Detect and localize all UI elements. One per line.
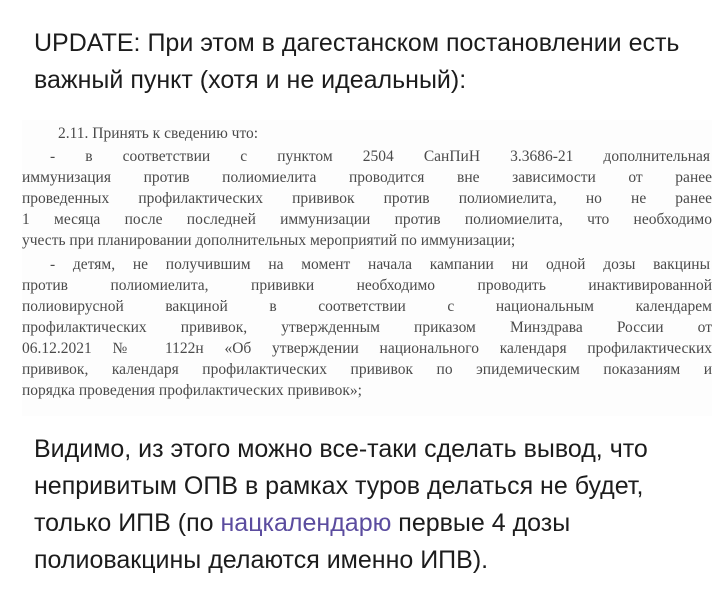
document-line: полиовирусной вакциной в соответствии с национальным календарем <box>22 298 712 315</box>
post-intro-paragraph <box>34 25 702 99</box>
post-conclusion-line-4: полиовакцины делаются именно ИПВ). <box>34 546 489 574</box>
document-line: порядка проведения профилактических прививок»; <box>22 382 362 399</box>
document-line: учесть при планировании дополнительных мероприятий по иммунизации; <box>22 232 516 249</box>
document-line: 2.11. Принять к сведению что: <box>58 125 259 142</box>
document-line: против полиомиелита, прививки необходимо проводить инактивированной <box>22 277 712 294</box>
document-line: - в соответствии с пунктом 2504 СанПиН 3.3686-21 дополнительная <box>50 148 710 165</box>
document-line: 1 месяца после последней иммунизации против полиомиелита, что необходимо <box>22 211 712 228</box>
post-intro-line-1: UPDATE: При этом в дагестанском постановлении есть <box>34 29 680 57</box>
document-line: 06.12.2021 № 1122н «Об утверждении национального календаря профилактических <box>22 340 712 357</box>
post-conclusion-line-3 <box>34 505 702 542</box>
text-segment: только ИПВ (по <box>34 509 221 537</box>
document-excerpt-image <box>22 120 712 416</box>
post-conclusion-line-1: Видимо, из этого можно все-таки сделать вывод, что <box>34 435 648 463</box>
post-conclusion-line-2: непривитым ОПВ в рамках туров делаться не будет, <box>34 472 644 500</box>
document-line: иммунизация против полиомиелита проводится вне зависимости от ранее <box>22 169 712 186</box>
post-conclusion-paragraph <box>34 431 702 579</box>
national-calendar-link[interactable]: нацкалендарю <box>220 509 392 537</box>
document-line: проведенных профилактических прививок против полиомиелита, но не ранее <box>22 190 712 207</box>
text-segment: первые 4 дозы <box>391 509 571 537</box>
document-line: прививок, календаря профилактических прививок по эпидемическим показаниям и <box>22 361 712 378</box>
post-intro-line-2: важный пункт (хотя и не идеальный): <box>34 66 467 94</box>
document-line: профилактических прививок, утвержденным приказом Минздрава России от <box>22 319 712 336</box>
document-line: - детям, не получившим на момент начала кампании ни одной дозы вакцины <box>50 256 710 273</box>
